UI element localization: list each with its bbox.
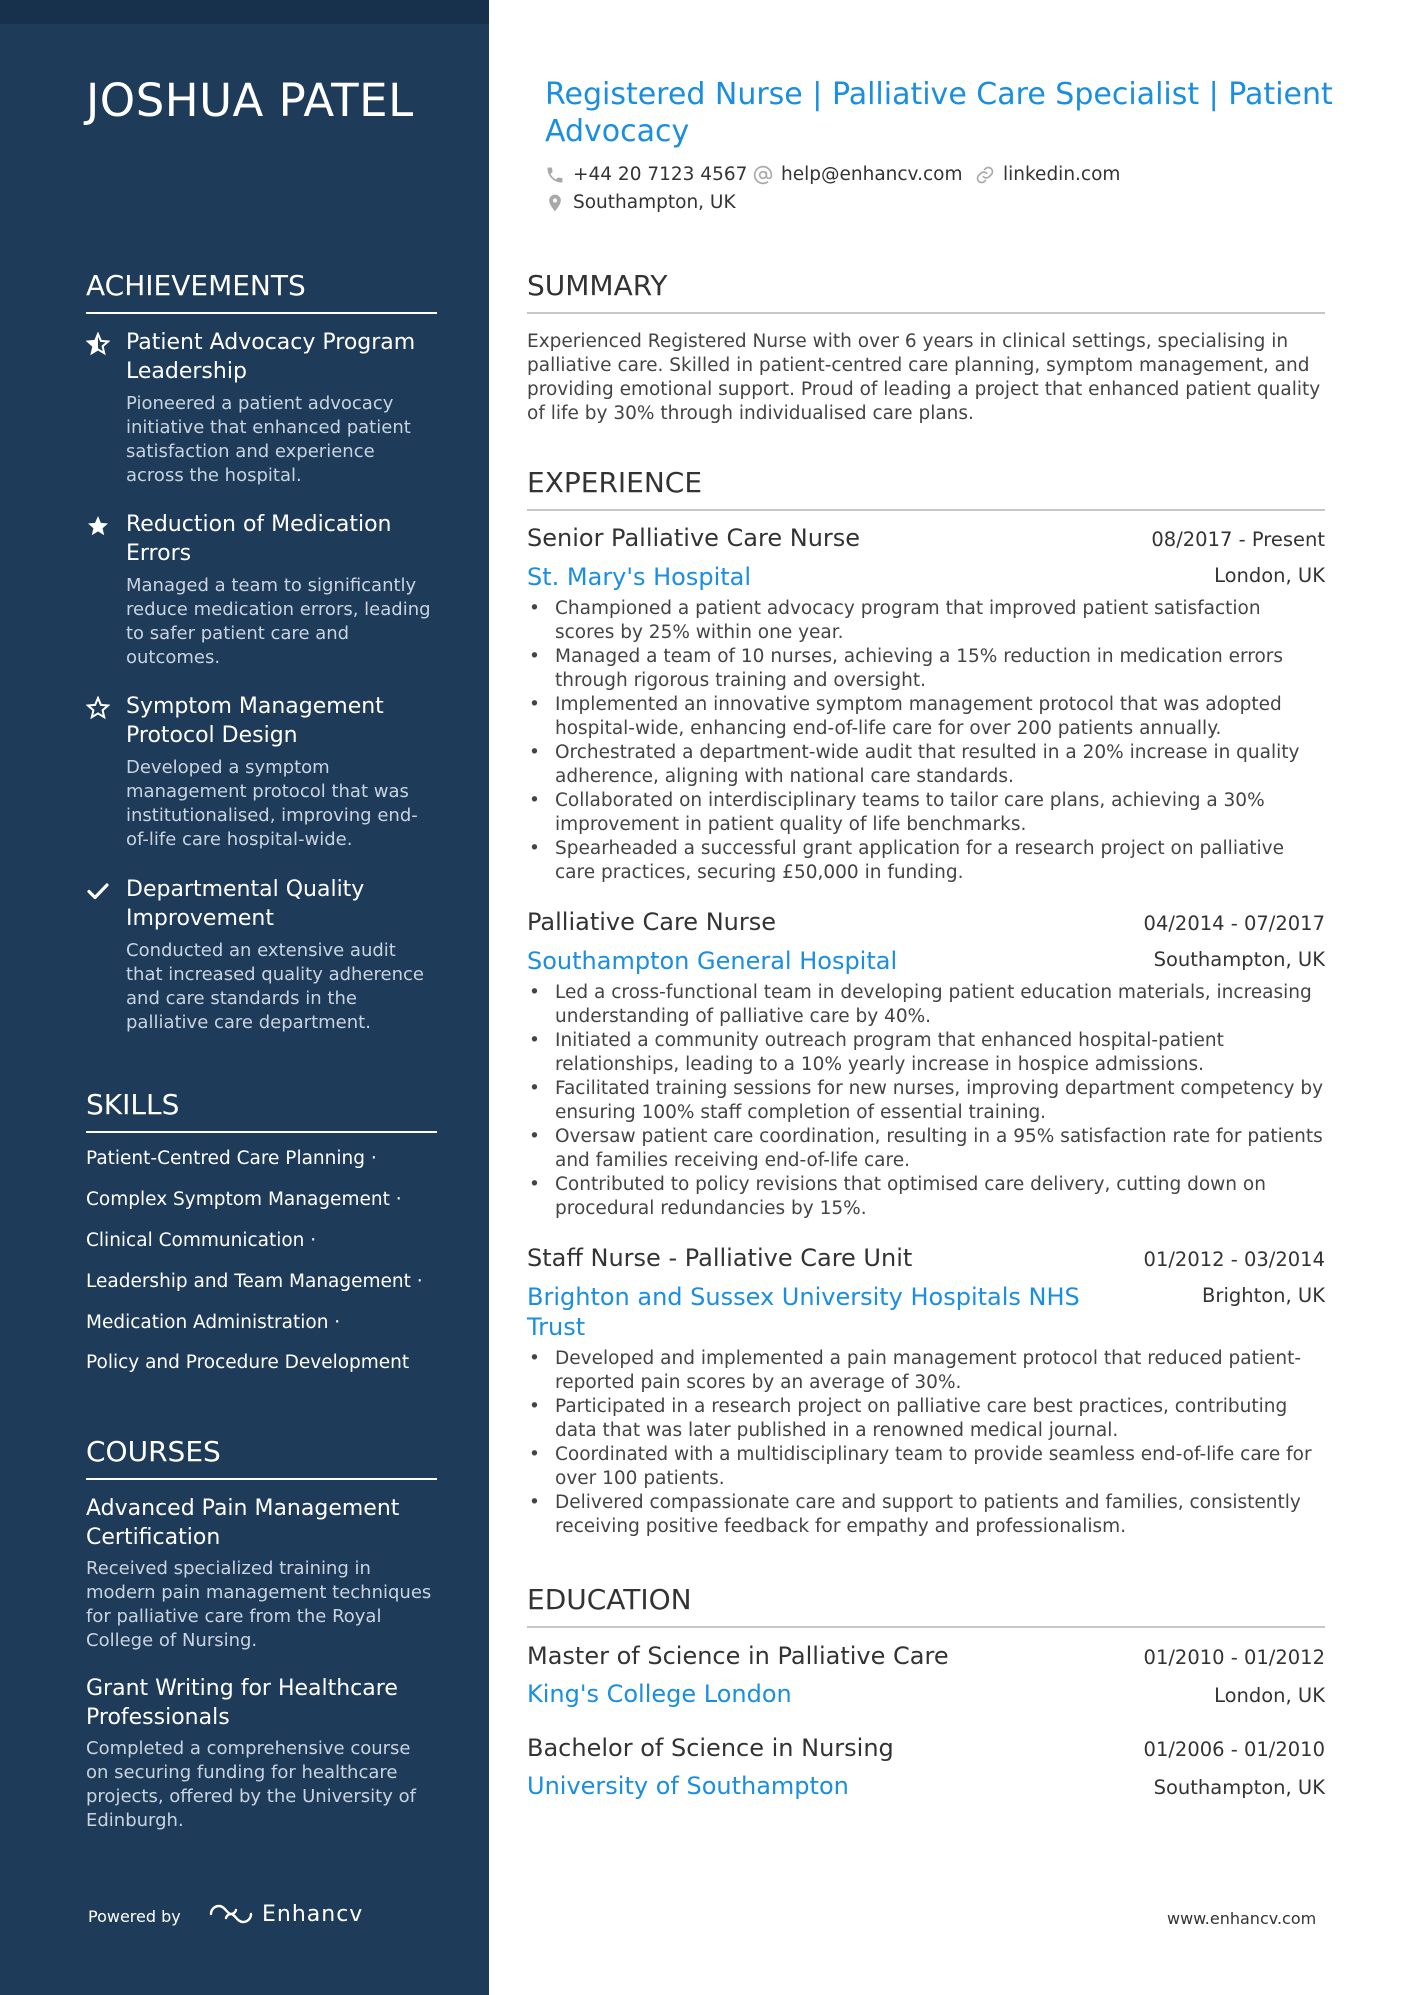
list-item: • Contributed to policy revisions that optimised care delivery, cutting down on procedural redundancies by 15%. <box>527 1173 1325 1221</box>
phone-text: +44 20 7123 4567 <box>573 164 748 185</box>
course-item <box>86 1494 437 1653</box>
education-date: 01/2010 - 01/2012 <box>1143 1646 1325 1669</box>
list-item: • Orchestrated a department-wide audit that resulted in a 20% increase in quality adherence, aligning with national care standards. <box>527 741 1325 789</box>
course-description: Completed a comprehensive course on securing funding for healthcare projects, offered by the University of Edinburgh. <box>86 1738 416 1831</box>
location-text: Southampton, UK <box>573 192 736 213</box>
school: King's College London <box>527 1680 792 1708</box>
linkedin-text: linkedin.com <box>1003 164 1121 185</box>
job-title: Palliative Care Nurse <box>527 908 776 936</box>
list-item: • Facilitated training sessions for new nurses, improving department competency by ensuring 100% staff completion of essential training. <box>527 1077 1325 1125</box>
achievement-title: Symptom Management Protocol Design <box>126 694 384 748</box>
job-date: 01/2012 - 03/2014 <box>1143 1248 1325 1271</box>
achievement-item <box>86 328 437 488</box>
summary-heading: SUMMARY <box>527 269 1325 314</box>
courses-heading: COURSES <box>86 1435 437 1480</box>
list-item: • Delivered compassionate care and support to patients and families, consistently receiving positive feedback for empathy and professionalism. <box>527 1491 1325 1539</box>
sidebar-top-bar <box>0 0 489 24</box>
contact-phone[interactable] <box>545 164 747 185</box>
experience-heading: EXPERIENCE <box>527 466 1325 511</box>
enhancv-logo-icon <box>208 1901 254 1927</box>
email-text: help@enhancv.com <box>781 164 963 185</box>
skill-item: Policy and Procedure Development <box>86 1352 410 1373</box>
footer-url[interactable]: www.enhancv.com <box>1167 1909 1317 1928</box>
job-title: Staff Nurse - Palliative Care Unit <box>527 1244 913 1272</box>
experience-entry <box>527 524 1325 885</box>
list-item: • Championed a patient advocacy program that improved patient satisfaction scores by 25% within one year. <box>527 597 1325 645</box>
achievement-description: Managed a team to significantly reduce medication errors, leading to safer patient care and outcomes. <box>126 575 431 668</box>
education-date: 01/2006 - 01/2010 <box>1143 1738 1325 1761</box>
list-item: • Led a cross-functional team in developing patient education materials, increasing understanding of palliative care by 40%. <box>527 981 1325 1029</box>
skills-heading: SKILLS <box>86 1088 437 1133</box>
degree: Bachelor of Science in Nursing <box>527 1734 894 1762</box>
sidebar <box>0 0 489 1995</box>
checkmark-icon <box>86 879 110 903</box>
achievements-heading: ACHIEVEMENTS <box>86 269 437 314</box>
achievement-item <box>86 510 437 670</box>
job-date: 08/2017 - Present <box>1151 528 1325 551</box>
job-location: London, UK <box>1214 564 1325 587</box>
list-item: • Coordinated with a multidisciplinary team to provide seamless end-of-life care for over 100 patients. <box>527 1443 1325 1491</box>
job-location: Southampton, UK <box>1153 948 1325 971</box>
achievement-description: Pioneered a patient advocacy initiative that enhanced patient satisfaction and experience across the hospital. <box>126 393 411 486</box>
candidate-name: JOSHUA PATEL <box>86 74 414 127</box>
course-item <box>86 1674 437 1833</box>
job-bullets <box>527 1347 1325 1539</box>
job-bullets <box>527 597 1325 885</box>
skill-item: Clinical Communication · <box>86 1230 317 1251</box>
experience-entry <box>527 1244 1325 1539</box>
achievement-item <box>86 692 437 852</box>
star-outline-icon <box>86 696 110 720</box>
powered-by-label: Powered by <box>88 1907 181 1926</box>
degree: Master of Science in Palliative Care <box>527 1642 949 1670</box>
achievement-description: Conducted an extensive audit that increased quality adherence and care standards in the palliative care department. <box>126 940 424 1033</box>
skill-item: Medication Administration · <box>86 1312 341 1333</box>
contact-linkedin[interactable] <box>975 164 1120 185</box>
contact-email[interactable] <box>753 164 962 185</box>
enhancv-logo[interactable] <box>208 1898 363 1930</box>
star-icon <box>86 514 110 538</box>
headline: Registered Nurse | Palliative Care Specialist | Patient Advocacy <box>545 77 1333 149</box>
list-item: • Implemented an innovative symptom management protocol that was adopted hospital-wide, enhancing end-of-life care for over 200 patients annually. <box>527 693 1325 741</box>
course-title: Grant Writing for Healthcare Professionals <box>86 1676 398 1730</box>
skill-item: Complex Symptom Management · <box>86 1189 402 1210</box>
list-item: • Initiated a community outreach program that enhanced hospital-patient relationships, leading to a 10% yearly increase in hospice admissions. <box>527 1029 1325 1077</box>
summary-text: Experienced Registered Nurse with over 6 years in clinical settings, specialising in palliative care. Skilled in patient-centred care planning, symptom management, and providing emotional support. Proud of leading a project that enhanced patient quality of life by 30% through individualised care plans. <box>527 331 1321 424</box>
achievement-description: Developed a symptom management protocol that was institutionalised, improving end-of-life care hospital-wide. <box>126 757 418 850</box>
employer: Brighton and Sussex University Hospitals NHS Trust <box>527 1283 1080 1341</box>
achievement-item <box>86 875 437 1035</box>
job-date: 04/2014 - 07/2017 <box>1143 912 1325 935</box>
education-location: Southampton, UK <box>1153 1776 1325 1799</box>
location-pin-icon <box>545 193 565 213</box>
list-item: • Collaborated on interdisciplinary teams to tailor care plans, achieving a 30% improvement in patient quality of life benchmarks. <box>527 789 1325 837</box>
experience-entry <box>527 908 1325 1221</box>
employer: Southampton General Hospital <box>527 947 898 975</box>
achievement-title: Departmental Quality Improvement <box>126 877 365 931</box>
list-item: • Developed and implemented a pain management protocol that reduced patient-reported pain scores by an average of 30%. <box>527 1347 1325 1395</box>
link-icon <box>975 165 995 185</box>
school: University of Southampton <box>527 1772 849 1800</box>
education-entry <box>527 1734 1325 1800</box>
achievement-title: Reduction of Medication Errors <box>126 512 392 566</box>
employer: St. Mary's Hospital <box>527 563 752 591</box>
education-location: London, UK <box>1214 1684 1325 1707</box>
education-entry <box>527 1642 1325 1708</box>
skill-item: Patient-Centred Care Planning · <box>86 1148 377 1169</box>
education-heading: EDUCATION <box>527 1583 1325 1628</box>
achievement-title: Patient Advocacy Program Leadership <box>126 330 416 384</box>
contact-location <box>545 192 736 213</box>
list-item: • Managed a team of 10 nurses, achieving a 15% reduction in medication errors through rigorous training and oversight. <box>527 645 1325 693</box>
enhancv-brand-name: Enhancv <box>262 1901 364 1927</box>
half-star-icon <box>86 332 110 356</box>
phone-icon <box>545 165 565 185</box>
skill-item: Leadership and Team Management · <box>86 1271 423 1292</box>
course-title: Advanced Pain Management Certification <box>86 1496 400 1550</box>
list-item: • Spearheaded a successful grant application for a research project on palliative care practices, securing £50,000 in funding. <box>527 837 1325 885</box>
job-bullets <box>527 981 1325 1221</box>
list-item: • Participated in a research project on palliative care best practices, contributing data that was later published in a renowned medical journal. <box>527 1395 1325 1443</box>
list-item: • Oversaw patient care coordination, resulting in a 95% satisfaction rate for patients and families receiving end-of-life care. <box>527 1125 1325 1173</box>
at-sign-icon <box>753 165 773 185</box>
course-description: Received specialized training in modern pain management techniques for palliative care from the Royal College of Nursing. <box>86 1558 432 1651</box>
job-location: Brighton, UK <box>1202 1284 1325 1307</box>
job-title: Senior Palliative Care Nurse <box>527 524 861 552</box>
